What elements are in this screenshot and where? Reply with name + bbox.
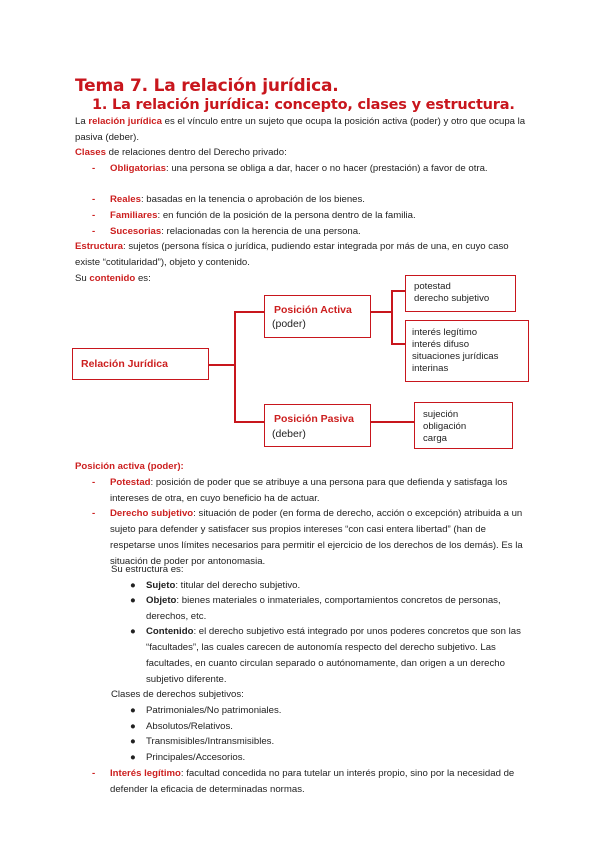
intro-paragraph (75, 114, 530, 146)
box-line: situaciones jurídicas (412, 351, 499, 362)
list-item: - Potestad: posición de poder que se atribuye a una persona para que defienda y satisfaga los intereses de otra, en cuyo beneficio ha de actuar. (92, 477, 508, 504)
bullet-term: Contenido (146, 626, 194, 637)
bullet-text: Transmisibles/Intransmisibles. (146, 736, 275, 747)
bullet-item (130, 734, 536, 750)
bullet-term: Objeto (146, 595, 177, 606)
item-term: Potestad (110, 477, 151, 488)
intro-rest: es el vínculo entre un sujeto que ocupa la posición activa (poder) y otro que ocupa la pasiva (deber). (75, 116, 526, 143)
dash-marker: - (92, 477, 96, 488)
connector-line (208, 364, 235, 366)
bullet-text: Patrimoniales/No patrimoniales. (146, 705, 282, 716)
activa-box-2 (405, 320, 529, 382)
posicion-activa-heading: Posición activa (poder): (75, 461, 184, 472)
dash-marker: - (92, 210, 96, 221)
clases-derechos-label: Clases de derechos subjetivos: (111, 689, 244, 700)
pasiva-box (264, 404, 371, 447)
bullet-icon: ● (130, 580, 136, 591)
box-line: potestad (414, 281, 451, 292)
connector-line (234, 421, 264, 423)
pasiva-box-1 (414, 402, 513, 449)
activa-title: Posición Activa (274, 304, 352, 316)
list-item: - Sucesorias: relacionadas con la herencia de una persona. (92, 224, 532, 240)
item-term: Derecho subjetivo (110, 508, 194, 519)
contenido-term: contenido (89, 273, 136, 284)
intro-term: relación jurídica (88, 116, 162, 127)
box-line: sujeción (423, 409, 459, 420)
bullet-text: titular del derecho subjetivo. (180, 580, 301, 591)
box-line: obligación (423, 421, 467, 432)
list-item: - Reales: basadas en la tenencia o aprobación de los bienes. (92, 192, 532, 208)
pasiva-sub: (deber) (272, 428, 306, 440)
bullet-item: ● Sujeto: titular del derecho subjetivo. (146, 578, 536, 594)
bullet-item: ● Contenido: el derecho subjetivo está integrado por unos poderes concretos que son las “facultades”, las cuales carecen de autonomía respecto del derecho subjetivo. Las facultades, en cuanto circulan separado o autónomamente, dan origen a un derecho subjetivo diferente. (130, 626, 521, 685)
bullet-icon: ● (130, 752, 136, 763)
connector-line (234, 311, 264, 313)
root-box (72, 348, 209, 380)
bullet-text: bienes materiales o inmateriales, comportamientos concretos de personas, derechos, etc. (146, 595, 501, 622)
box-line: derecho subjetivo (414, 293, 490, 304)
dash-marker: - (92, 194, 96, 205)
item-text: una persona se obliga a dar, hacer o no hacer (prestación) a favor de otra. (171, 163, 488, 174)
bullet-term: Sujeto (146, 580, 176, 591)
item-text: posición de poder que se atribuye a una persona para que defienda y satisfaga los intereses de otra, en cuyo beneficio ha de actuar. (110, 477, 508, 504)
list-item: - Derecho subjetivo: situación de poder (en forma de derecho, acción o excepción) atribuida a un sujeto para defender y satisfacer sus propios intereses “con casi entera libertad” (han de respetarse unos límites necesarios para permitir el ejercicio de los derechos de los demás). Es la situación de poder por antonomasia. (92, 508, 523, 567)
estructura-rest: sujetos (persona física o jurídica, pudiendo estar integrada por más de una, en cuyo caso existe “cotitularidad”), objeto y contenido. (75, 241, 509, 268)
bullet-item (130, 703, 536, 719)
bullet-icon: ● (130, 595, 136, 606)
item-term: Interés legítimo (110, 768, 181, 779)
box-line: interés legítimo (412, 327, 478, 338)
connector-line (391, 290, 393, 344)
box-line: carga (423, 433, 447, 444)
connector-line (370, 311, 392, 313)
activa-box (264, 295, 371, 338)
estructura-paragraph: Estructura: sujetos (persona física o jurídica, pudiendo estar integrada por más de una, en cuyo caso existe “cotitularidad”), objeto y contenido. (75, 241, 509, 268)
list-item: - Familiares: en función de la posición de la persona dentro de la familia. (92, 208, 532, 224)
item-term: Reales (110, 194, 141, 205)
intro-pre: La (75, 116, 86, 127)
item-term: Sucesorias (110, 226, 162, 237)
bullet-icon: ● (130, 736, 136, 747)
bullet-icon: ● (130, 626, 136, 637)
bullet-text: Absolutos/Relativos. (146, 721, 233, 732)
estructura-term: Estructura (75, 241, 123, 252)
item-text: facultad concedida no para tutelar un interés propio, sino por la necesidad de defender la eficacia de determinadas normas. (110, 768, 515, 795)
item-text: relacionadas con la herencia de una persona. (166, 226, 361, 237)
dash-marker: - (92, 163, 96, 174)
item-term: Obligatorias (110, 163, 166, 174)
section-title: 1. La relación jurídica: concepto, clases y estructura. (92, 97, 515, 113)
box-line: interés difuso (412, 339, 470, 350)
connector-line (234, 311, 236, 421)
bullet-item (130, 750, 536, 766)
bullet-icon: ● (130, 705, 136, 716)
dash-marker: - (92, 226, 96, 237)
root-label: Relación Jurídica (81, 358, 168, 370)
bullet-text: el derecho subjetivo está integrado por unos poderes concretos que son las “facultades”, las cuales carecen de autonomía respecto del derecho subjetivo. Las facultades, en cuanto circulan separado o autónomamente, dan origen a un derecho subjetivo diferente. (146, 626, 521, 685)
clases-rest: de relaciones dentro del Derecho privado: (108, 147, 287, 158)
list-item: - Interés legítimo: facultad concedida no para tutelar un interés propio, sino por la necesidad de defender la eficacia de determinadas normas. (92, 768, 515, 795)
clases-paragraph (75, 145, 530, 161)
contenido-pre: Su (75, 273, 87, 284)
bullet-text: Principales/Accesorios. (146, 752, 246, 763)
pasiva-title: Posición Pasiva (274, 413, 354, 425)
bullet-item (130, 719, 536, 735)
bullet-item: ● Objeto: bienes materiales o inmateriales, comportamientos concretos de personas, derechos, etc. (130, 595, 501, 622)
activa-sub: (poder) (272, 318, 306, 330)
dash-marker: - (92, 508, 96, 519)
activa-box-1 (405, 275, 516, 312)
connector-line (370, 421, 414, 423)
item-term: Familiares (110, 210, 158, 221)
dash-marker: - (92, 768, 96, 779)
item-text: basadas en la tenencia o aprobación de los bienes. (146, 194, 365, 205)
box-line: interinas (412, 363, 449, 374)
connector-line (391, 290, 406, 292)
estructura-label: Su estructura es: (111, 564, 184, 575)
item-text: situación de poder (en forma de derecho, acción o excepción) atribuida a un sujeto para defender y satisfacer sus propios intereses “con casi entera libertad” (han de respetarse unos límites necesarios para permitir el ejercicio de los derechos de los demás). Es la situación de poder por antonomasia. (110, 508, 523, 567)
list-item: - Obligatorias: una persona se obliga a dar, hacer o no hacer (prestación) a favor de otra. (92, 161, 532, 177)
contenido-post: es: (137, 273, 151, 284)
bullet-icon: ● (130, 721, 136, 732)
item-text: en función de la posición de la persona dentro de la familia. (162, 210, 416, 221)
page-title: Tema 7. La relación jurídica. (75, 76, 339, 96)
clases-term: Clases (75, 147, 106, 158)
connector-line (391, 343, 406, 345)
